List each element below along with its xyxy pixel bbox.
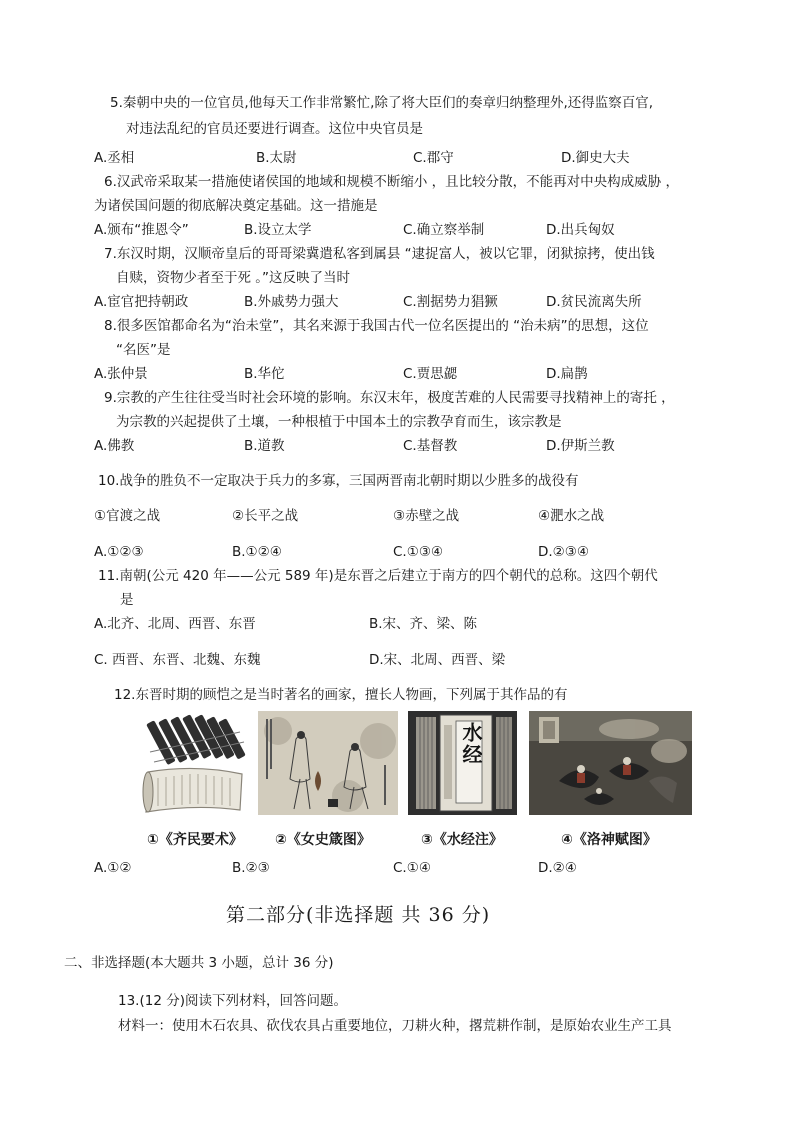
q8-stem-line1: 8.很多医馆都命名为“治未堂”，其名来源于我国古代一位名医提出的 “治未病”的思想，这位 bbox=[104, 318, 649, 334]
q10-item-2: ②长平之战 bbox=[232, 508, 299, 524]
q13-material1: 材料一：使用木石农具、砍伐农具占重要地位，刀耕火种，撂荒耕作制，是原始农业生产工具 bbox=[118, 1018, 672, 1034]
q9-stem-line1: 9.宗教的产生往往受当时社会环境的影响。东汉末年，极度苦难的人民需要寻找精神上的寄托 ， bbox=[104, 390, 675, 406]
q9-option-a: A.佛教 bbox=[94, 438, 135, 454]
q7-stem-line2: 自赎，资物少者至于死 。”这反映了当时 bbox=[116, 270, 351, 286]
part2-title: 第二部分(非选择题 共 36 分) bbox=[226, 904, 491, 926]
qiminyaoshu-image bbox=[140, 712, 250, 815]
q11-option-b: B.宋、齐、梁、陈 bbox=[369, 616, 478, 632]
q11-stem-line2: 是 bbox=[120, 592, 134, 608]
q5-option-b: B.太尉 bbox=[256, 150, 297, 166]
q10-option-b: B.①②④ bbox=[232, 544, 282, 560]
q11-option-a: A.北齐、北周、西晋、东晋 bbox=[94, 616, 256, 632]
q8-option-d: D.扁鹊 bbox=[546, 366, 588, 382]
q10-option-c: C.①③④ bbox=[393, 544, 444, 560]
q10-item-3: ③赤壁之战 bbox=[393, 508, 460, 524]
q12-caption-1: ①《齐民要术》 bbox=[147, 832, 243, 848]
q10-item-4: ④淝水之战 bbox=[538, 508, 605, 524]
q9-option-d: D.伊斯兰教 bbox=[546, 438, 615, 454]
q12-option-b: B.②③ bbox=[232, 860, 270, 876]
q8-option-c: C.贾思勰 bbox=[403, 366, 458, 382]
q6-option-b: B.设立太学 bbox=[244, 222, 312, 238]
q12-option-d: D.②④ bbox=[538, 860, 577, 876]
q6-option-c: C.确立察举制 bbox=[403, 222, 485, 238]
q5-option-d: D.御史大夫 bbox=[561, 150, 630, 166]
q12-caption-2: ②《女史箴图》 bbox=[275, 832, 371, 848]
q12-option-c: C.①④ bbox=[393, 860, 431, 876]
q6-stem-line2: 为诸侯国问题的彻底解决奠定基础。这一措施是 bbox=[94, 198, 378, 214]
q11-stem-line1: 11.南朝(公元 420 年——公元 589 年)是东晋之后建立于南方的四个朝代的总称。这四个朝代 bbox=[98, 568, 658, 584]
q10-stem: 10.战争的胜负不一定取决于兵力的多寡，三国两晋南北朝时期以少胜多的战役有 bbox=[98, 473, 579, 489]
q9-option-b: B.道教 bbox=[244, 438, 285, 454]
q10-option-d: D.②③④ bbox=[538, 544, 589, 560]
q7-option-b: B.外戚势力强大 bbox=[244, 294, 339, 310]
luoshenfutu-image bbox=[529, 711, 692, 815]
q8-option-b: B.华佗 bbox=[244, 366, 285, 382]
q12-caption-4: ④《洛神赋图》 bbox=[561, 832, 657, 848]
q8-stem-line2: “名医”是 bbox=[116, 342, 171, 358]
nushizhentu-image bbox=[258, 711, 398, 815]
q9-stem-line2: 为宗教的兴起提供了土壤，一种根植于中国本土的宗教孕育而生，该宗教是 bbox=[116, 414, 562, 430]
q12-caption-3: ③《水经注》 bbox=[421, 832, 503, 848]
section2-heading: 二、非选择题(本大题共 3 小题，总计 36 分) bbox=[64, 955, 334, 971]
q11-option-d: D.宋、北周、西晋、梁 bbox=[369, 652, 506, 668]
q9-option-c: C.基督教 bbox=[403, 438, 458, 454]
q7-option-a: A.宦官把持朝政 bbox=[94, 294, 189, 310]
q12-stem: 12.东晋时期的顾恺之是当时著名的画家，擅长人物画，下列属于其作品的有 bbox=[114, 687, 568, 703]
q7-option-d: D.贫民流离失所 bbox=[546, 294, 642, 310]
q5-option-c: C.郡守 bbox=[413, 150, 454, 166]
q7-stem-line1: 7.东汉时期，汉顺帝皇后的哥哥梁冀遣私客到属县 “逮捉富人，被以它罪，闭狱掠拷，使出钱 bbox=[104, 246, 655, 262]
q5-stem-line1: 5.秦朝中央的一位官员,他每天工作非常繁忙,除了将大臣们的奏章归纳整理外,还得监察百官, bbox=[110, 95, 654, 111]
q10-item-1: ①官渡之战 bbox=[94, 508, 161, 524]
q5-option-a: A.丞相 bbox=[94, 150, 135, 166]
q8-option-a: A.张仲景 bbox=[94, 366, 148, 382]
q5-stem-line2: 对违法乱纪的官员还要进行调查。这位中央官员是 bbox=[126, 121, 423, 137]
q6-option-a: A.颁布“推恩令” bbox=[94, 222, 189, 238]
q12-option-a: A.①② bbox=[94, 860, 132, 876]
q13-stem: 13.(12 分)阅读下列材料，回答问题。 bbox=[118, 993, 347, 1009]
q6-option-d: D.出兵匈奴 bbox=[546, 222, 615, 238]
shuijingzhu-cover-title: 水经 bbox=[459, 722, 483, 766]
q11-option-c: C. 西晋、东晋、北魏、东魏 bbox=[94, 652, 261, 668]
q7-option-c: C.割据势力猖獗 bbox=[403, 294, 498, 310]
q10-option-a: A.①②③ bbox=[94, 544, 144, 560]
q6-stem-line1: 6.汉武帝采取某一措施使诸侯国的地域和规模不断缩小 ，且比较分散，不能再对中央构成威胁 ， bbox=[104, 174, 679, 190]
